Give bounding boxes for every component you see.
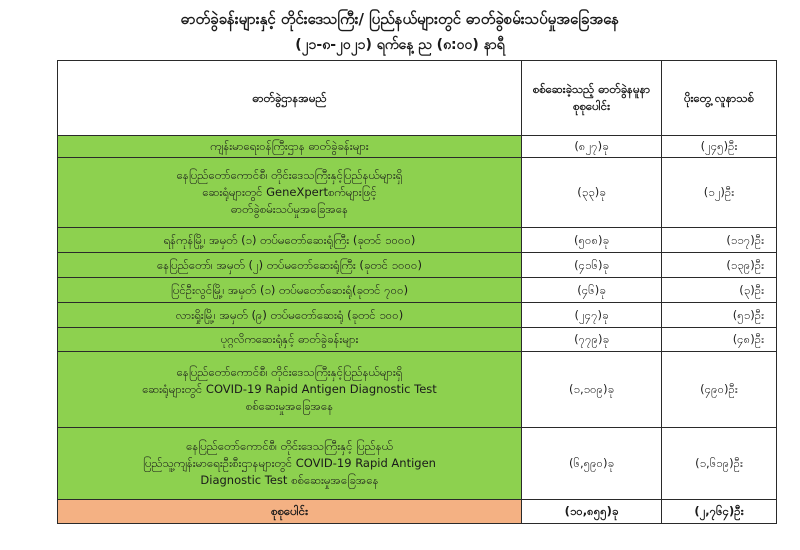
lab-name: ပုဂ္ဂလိကဆေးရုံနှင့် ဓာတ်ခွဲခန်းများ [58, 328, 522, 352]
lab-name [58, 352, 522, 428]
header-new-cases: ပိုးတွေ့ လူနာသစ် [662, 61, 777, 136]
total-new-cases: (၂,၇၆၄)ဦး [662, 500, 777, 524]
lab-name: ရန်ကုန်မြို့၊ အမှတ် (၁) တပ်မတော်ဆေးရုံကြီး (ခုတင် ၁၀၀၀) [58, 228, 522, 253]
header-samples-tested: စစ်ဆေးခဲ့သည့် ဓာတ်ခွဲနမူနာ စုစုပေါင်း [522, 61, 662, 136]
total-label: စုစုပေါင်း [58, 500, 522, 524]
new-cases-count: (၁၂)ဦး [662, 158, 777, 228]
new-cases-count: (၁,၆၁၉)ဦး [662, 428, 777, 500]
samples-count: (၆,၅၉၀)ခု [522, 428, 662, 500]
table-row [58, 328, 777, 352]
table-row [58, 428, 777, 500]
new-cases-count: (၄၉၀)ဦး [662, 352, 777, 428]
lab-name-line: ဆေးရုံများတွင် GeneXpertစက်များဖြင့် [202, 185, 377, 199]
lab-name: လားရှိုးမြို့၊ အမှတ် (၉) တပ်မတော်ဆေးရုံ (ခုတင် ၁၀၀) [58, 303, 522, 328]
total-samples: (၁၀,၈၅၅)ခု [522, 500, 662, 524]
table-row [58, 278, 777, 303]
report-title: ဓာတ်ခွဲခန်းများနှင့် တိုင်းဒေသကြီး/ ပြည်နယ်များတွင် ဓာတ်ခွဲစမ်းသပ်မှုအခြေအနေ [180, 10, 620, 28]
lab-testing-table [57, 60, 777, 524]
lab-name: ပြင်ဦးလွင်မြို့၊ အမှတ် (၁) တပ်မတော်ဆေးရုံ(ခုတင် ၇၀၀) [58, 278, 522, 303]
lab-name [58, 158, 522, 228]
table-row [58, 253, 777, 278]
new-cases-count: (၅၁)ဦး [662, 303, 777, 328]
table-row [58, 303, 777, 328]
table-row [58, 158, 777, 228]
lab-name: နေပြည်တော်၊ အမှတ် (၂) တပ်မတော်ဆေးရုံကြီး (ခုတင် ၁၀၀၀) [58, 253, 522, 278]
samples-count: (၇၇၉)ခု [522, 328, 662, 352]
table-header-row [58, 61, 777, 136]
header-lab-name: ဓာတ်ခွဲဌာနအမည် [58, 61, 522, 136]
samples-count: (၂၄၇)ခု [522, 303, 662, 328]
lab-name-line: နေပြည်တော်ကောင်စီ၊ တိုင်းဒေသကြီးနှင့်ပြည်နယ်များရှိ [176, 168, 403, 182]
total-row [58, 500, 777, 524]
samples-count: (၄၆)ခု [522, 278, 662, 303]
lab-name-line: Diagnostic Test စစ်ဆေးမှုအခြေအနေ [200, 473, 379, 487]
report-date: (၂၁-၈-၂၀၂၁) ရက်နေ့ ည (၈:၀၀) နာရီ [295, 37, 505, 53]
samples-count: (၄၁၆)ခု [522, 253, 662, 278]
samples-count: (၅၀၈)ခု [522, 228, 662, 253]
lab-name-line: ပြည်သူ့ကျန်းမာရေးဦးစီးဌာနများတွင် COVID-19 Rapid Antigen [143, 456, 436, 470]
lab-name-line: နေပြည်တော်ကောင်စီ၊ တိုင်းဒေသကြီးနှင့် ပြည်နယ် [186, 439, 393, 453]
new-cases-count: (၂၄၅)ဦး [662, 136, 777, 158]
lab-name-line: ဆေးရုံများတွင် COVID-19 Rapid Antigen Diagnostic Test [142, 382, 437, 396]
new-cases-count: (၁၃၉)ဦး [662, 253, 777, 278]
lab-name-line: နေပြည်တော်ကောင်စီ၊ တိုင်းဒေသကြီးနှင့်ပြည်နယ်များရှိ [176, 365, 403, 379]
table-row [58, 136, 777, 158]
new-cases-count: (၁၁၇)ဦး [662, 228, 777, 253]
lab-name [58, 428, 522, 500]
samples-count: (၈၂၇)ခု [522, 136, 662, 158]
lab-name: ကျန်းမာရေးဝန်ကြီးဌာန ဓာတ်ခွဲခန်းများ [58, 136, 522, 158]
samples-count: (၃၃)ခု [522, 158, 662, 228]
lab-name-line: စစ်ဆေးမှုအခြေအနေ [245, 399, 334, 413]
new-cases-count: (၄၈)ဦး [662, 328, 777, 352]
samples-count: (၁,၁၀၉)ခု [522, 352, 662, 428]
table-row [58, 228, 777, 253]
new-cases-count: (၃)ဦး [662, 278, 777, 303]
lab-name-line: ဓာတ်ခွဲစမ်းသပ်မှုအခြေအနေ [230, 202, 349, 216]
table-row [58, 352, 777, 428]
